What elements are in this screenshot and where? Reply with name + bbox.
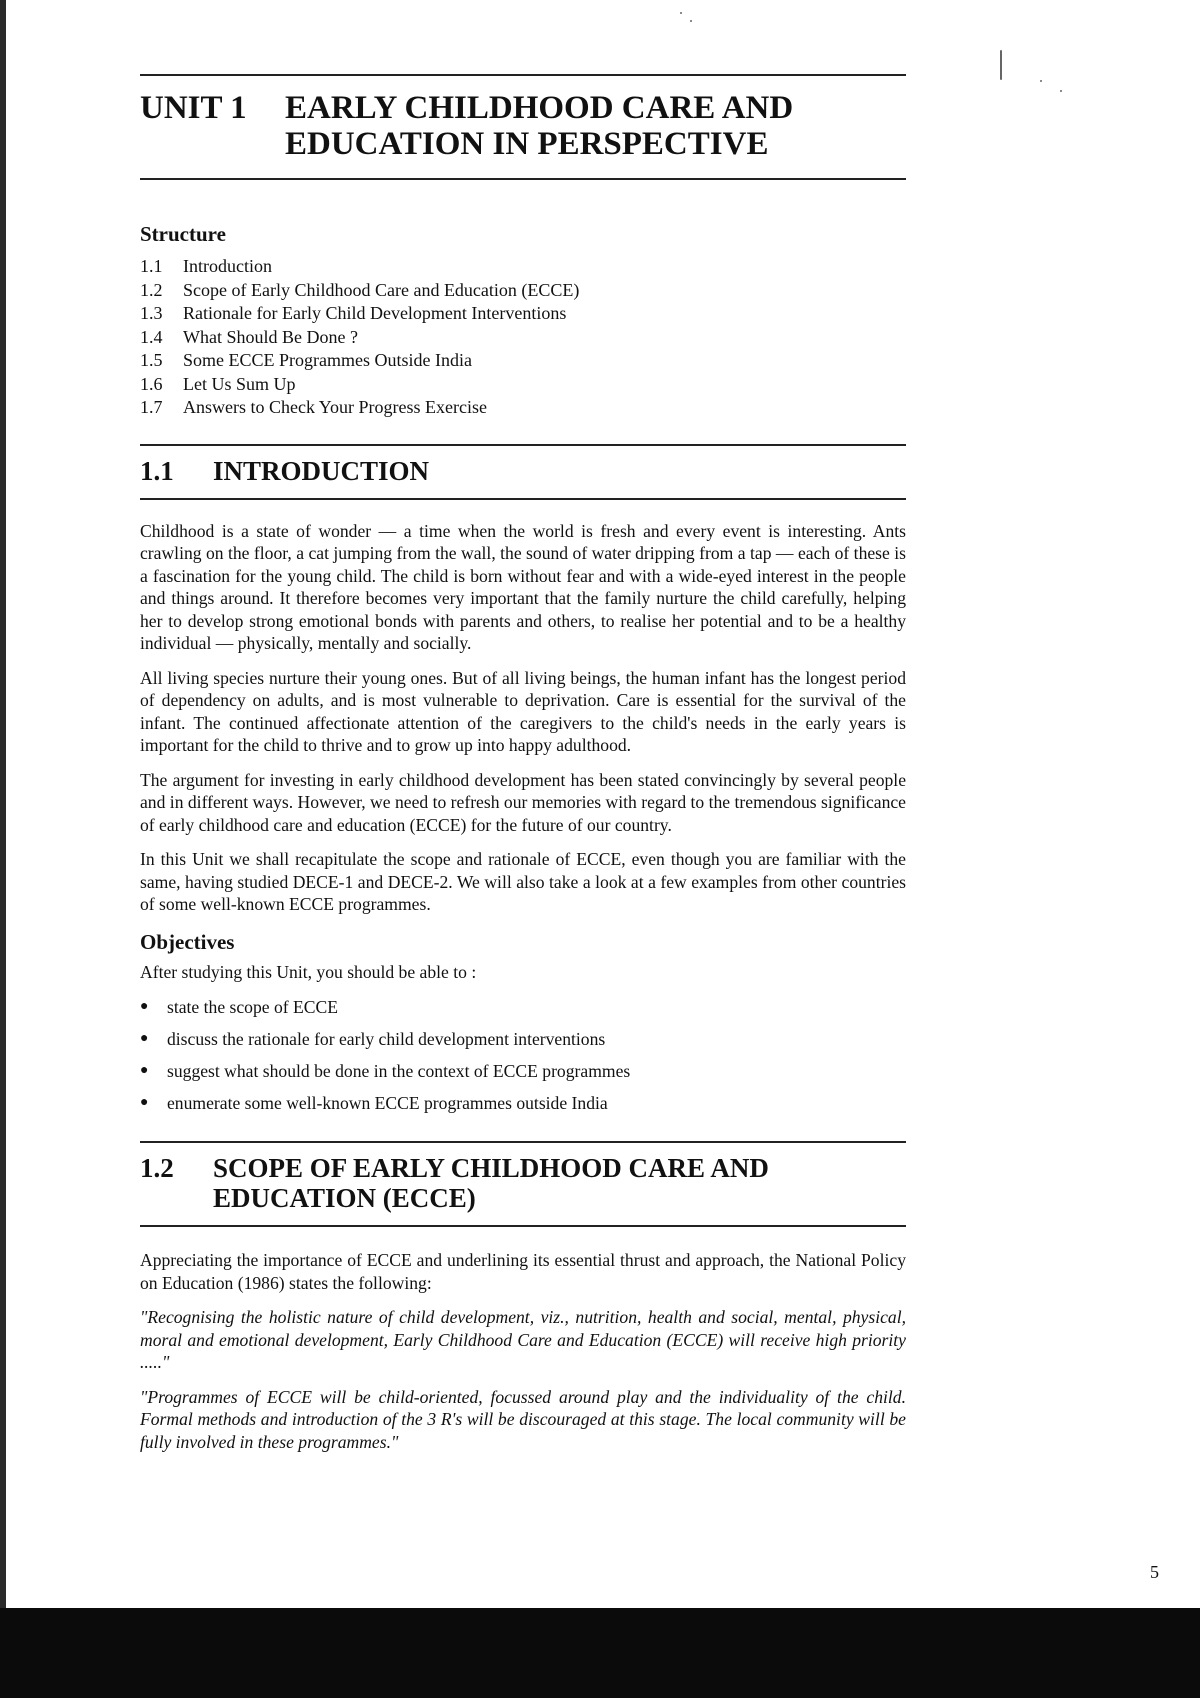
structure-item: [140, 349, 906, 373]
section-bottom-rule: [140, 1225, 906, 1227]
objective-item: [140, 1023, 906, 1055]
structure-item-text: Some ECCE Programmes Outside India: [183, 350, 472, 370]
introduction-paragraph: In this Unit we shall recapitulate the scope and rationale of ECCE, even though you are familiar with the same, having studied DECE-1 and DECE-2. We will also take a look at a few examples from other countries of some well-known ECCE programmes.: [140, 849, 906, 914]
bullet-icon: ●: [140, 1063, 149, 1078]
structure-item-number: 1.2: [140, 279, 163, 300]
objective-text: state the scope of ECCE: [167, 997, 339, 1017]
policy-quote: "Recognising the holistic nature of child development, viz., nutrition, health and social, mental, physical, moral and emotional development, Early Childhood Care and Education (ECCE) will receive high priority .....": [140, 1307, 906, 1372]
structure-item: [140, 279, 906, 303]
section-heading-scope: [140, 1143, 906, 1225]
objective-text: enumerate some well-known ECCE programmes outside India: [167, 1093, 608, 1113]
objective-item: [140, 1087, 906, 1119]
main-content: [140, 74, 906, 1465]
structure-item-number: 1.1: [140, 256, 163, 276]
section-number: 1.1: [140, 455, 174, 486]
scope-paragraph: Appreciating the importance of ECCE and underlining its essential thrust and approach, the National Policy on Education (1986) states the following:: [140, 1250, 906, 1293]
structure-item-number: 1.7: [140, 397, 163, 417]
objectives-intro: After studying this Unit, you should be able to :: [140, 961, 477, 982]
section-heading-introduction: [140, 446, 906, 498]
structure-item-text: Scope of Early Childhood Care and Education (ECCE): [183, 279, 580, 300]
structure-item-number: 1.3: [140, 303, 163, 323]
scan-speck: [680, 12, 682, 14]
scan-speck: [690, 20, 692, 22]
objectives-list: [140, 991, 906, 1119]
objectives-heading: Objectives: [140, 929, 235, 954]
unit-title-block: [140, 76, 906, 178]
introduction-paragraph: All living species nurture their young ones. But of all living beings, the human infant has the longest period of dependency on adults, and is most vulnerable to deprivation. Care is essential for the survival of the infant. The continued affectionate attention of the caregivers to the child's needs in the early years is important for the child to thrive and to grow up into happy adulthood.: [140, 667, 906, 755]
objective-text: suggest what should be done in the context of ECCE programmes: [167, 1061, 631, 1081]
introduction-paragraph: The argument for investing in early childhood development has been stated convincingly by several people and in different ways. However, we need to refresh our memories with regard to the tremendous significance of early childhood care and education (ECCE) for the future of our country.: [140, 769, 906, 835]
bullet-icon: ●: [140, 1095, 149, 1110]
structure-item-number: 1.4: [140, 326, 163, 347]
introduction-paragraph: Childhood is a state of wonder — a time when the world is fresh and every event is interesting. Ants crawling on the floor, a cat jumping from the wall, the sound of water dripping from a tap — each of these is a fascination for the young child. The child is born without fear and with a wide-eyed interest in the people and things around. It therefore becomes very important that the family nurture the child carefully, helping her to develop strong emotional bonds with parents and others, to realise her potential and to be a healthy individual — physically, mentally and socially.: [140, 520, 906, 653]
section-title: INTRODUCTION: [213, 455, 430, 486]
scan-speck: [1040, 80, 1042, 82]
structure-item: [140, 255, 906, 279]
structure-item-text: Introduction: [183, 256, 272, 276]
structure-item: [140, 326, 906, 350]
objective-item: [140, 1055, 906, 1087]
section-bottom-rule: [140, 498, 906, 500]
structure-item: [140, 302, 906, 326]
unit-label: UNIT 1: [140, 90, 247, 126]
section-number: 1.2: [140, 1153, 174, 1183]
policy-quote: "Programmes of ECCE will be child-oriented, focussed around play and the individuality of the child. Formal methods and introduction of the 3 R's will be discouraged at this stage. The local community will be fully involved in these programmes.": [140, 1386, 906, 1452]
unit-title: EARLY CHILDHOOD CARE AND EDUCATION IN PERSPECTIVE: [285, 90, 794, 162]
structure-item-text: Answers to Check Your Progress Exercise: [183, 397, 487, 417]
objective-item: [140, 991, 906, 1023]
scan-speck: [1060, 90, 1062, 92]
scan-left-edge: [0, 0, 6, 1698]
structure-item: [140, 396, 906, 420]
page-number: 5: [1150, 1562, 1159, 1582]
structure-list: [140, 255, 906, 420]
bullet-icon: ●: [140, 999, 149, 1014]
structure-item: [140, 373, 906, 397]
unit-bottom-rule: [140, 178, 906, 180]
structure-item-text: What Should Be Done ?: [183, 326, 358, 347]
structure-item-number: 1.5: [140, 350, 163, 370]
scan-bottom-band: [0, 1608, 1200, 1698]
structure-item-text: Let Us Sum Up: [183, 373, 296, 394]
section-title: SCOPE OF EARLY CHILDHOOD CARE AND EDUCATION (ECCE): [213, 1153, 769, 1213]
bullet-icon: ●: [140, 1031, 149, 1046]
objective-text: discuss the rationale for early child development interventions: [167, 1029, 606, 1049]
scan-speck: [1000, 50, 1002, 80]
structure-item-text: Rationale for Early Child Development Interventions: [183, 303, 567, 323]
structure-heading: Structure: [140, 222, 226, 246]
structure-item-number: 1.6: [140, 373, 163, 394]
